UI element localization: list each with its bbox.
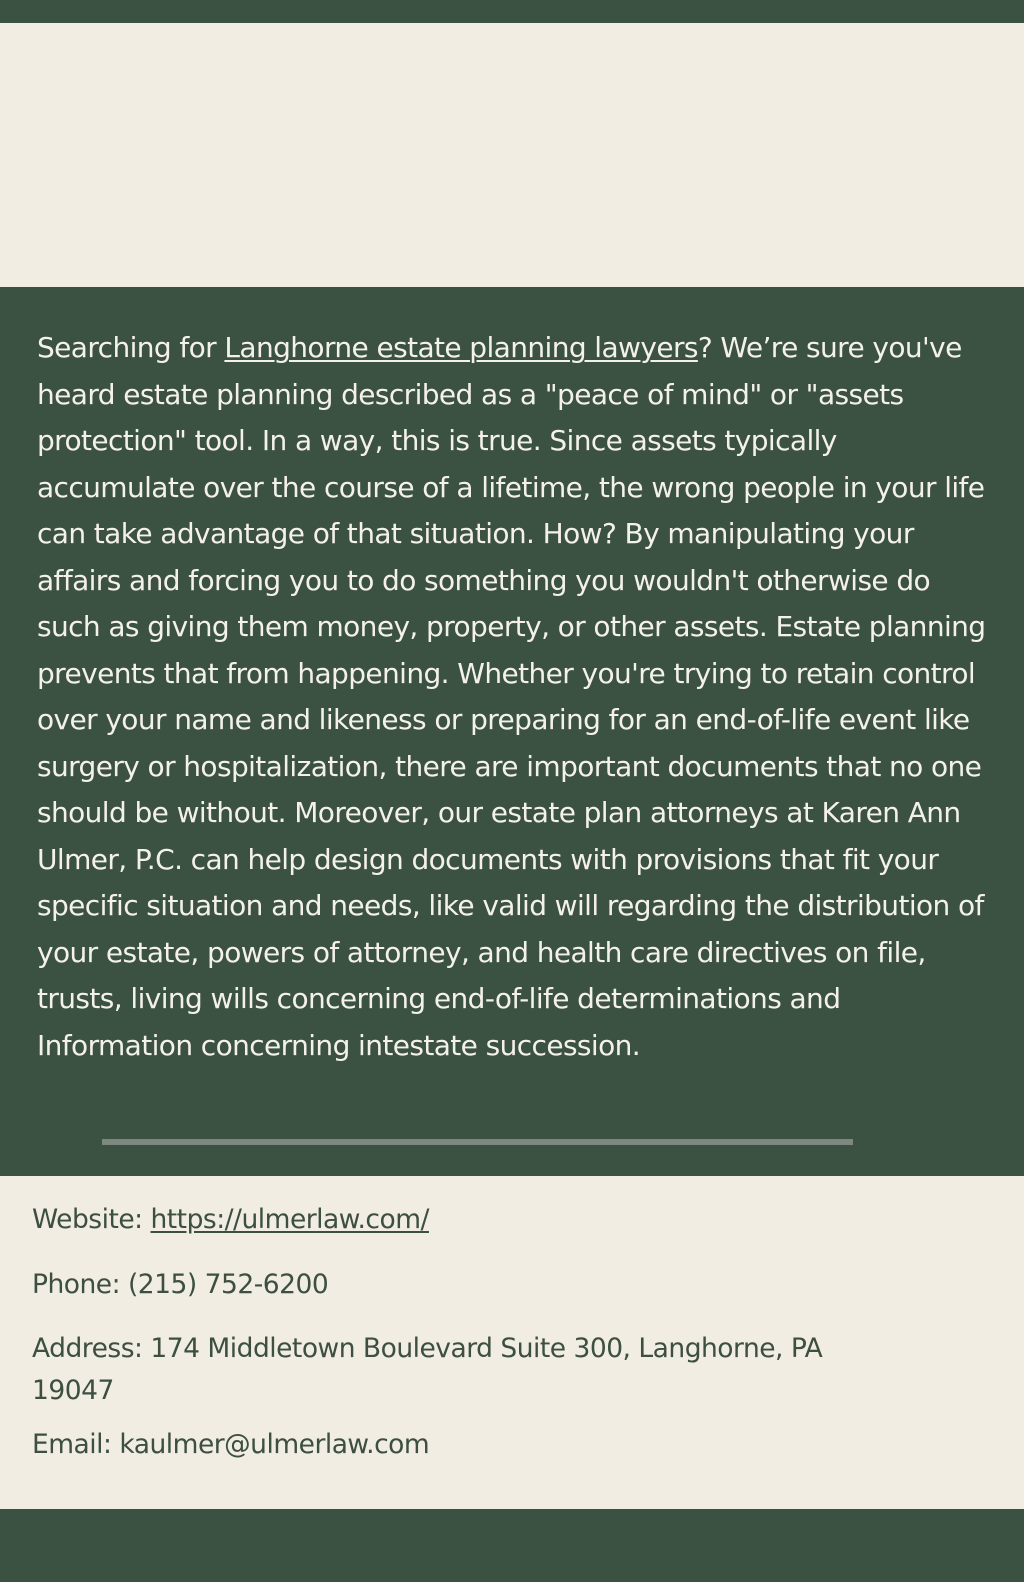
article-paragraph xyxy=(37,325,997,1069)
section-divider xyxy=(102,1139,853,1145)
address-line: Address: 174 Middletown Boulevard Suite 300, Langhorne, PA 19047 xyxy=(32,1333,823,1406)
footer-bar xyxy=(0,1509,1024,1582)
article-section xyxy=(0,287,1024,1176)
estate-planning-lawyers-link[interactable]: Langhorne estate planning lawyers xyxy=(224,331,698,364)
phone-line: Phone: (215) 752-6200 xyxy=(32,1269,329,1300)
article-body: ? We’re sure you've heard estate planning described as a "peace of mind" or "assets protection" tool. In a way, this is true. Since assets typically accumulate over the course of a lifetime, the wrong people in your life can take advantage of that situation. How? By manipulating your affairs and forcing you to do something you wouldn't otherwise do such as giving them money, property, or other assets. Estate planning prevents that from happening. Whether you're trying to retain control over your name and likeness or preparing for an end-of-life event like surgery or hospitalization, there are important documents that no one should be without. Moreover, our estate plan attorneys at Karen Ann Ulmer, P.C. can help design documents with provisions that fit your specific situation and needs, like valid will regarding the distribution of your estate, powers of attorney, and health care directives on file, trusts, living wills concerning end-of-life determinations and Information concerning intestate succession. xyxy=(37,331,986,1062)
email-line: Email: kaulmer@ulmerlaw.com xyxy=(32,1429,430,1460)
contact-section xyxy=(0,1176,1024,1509)
website-link[interactable]: https://ulmerlaw.com/ xyxy=(150,1204,429,1235)
top-bar xyxy=(0,0,1024,23)
website-label: Website: xyxy=(32,1204,151,1235)
header-blank-area xyxy=(0,23,1024,287)
website-line xyxy=(32,1199,932,1241)
article-intro: Searching for xyxy=(37,331,225,364)
